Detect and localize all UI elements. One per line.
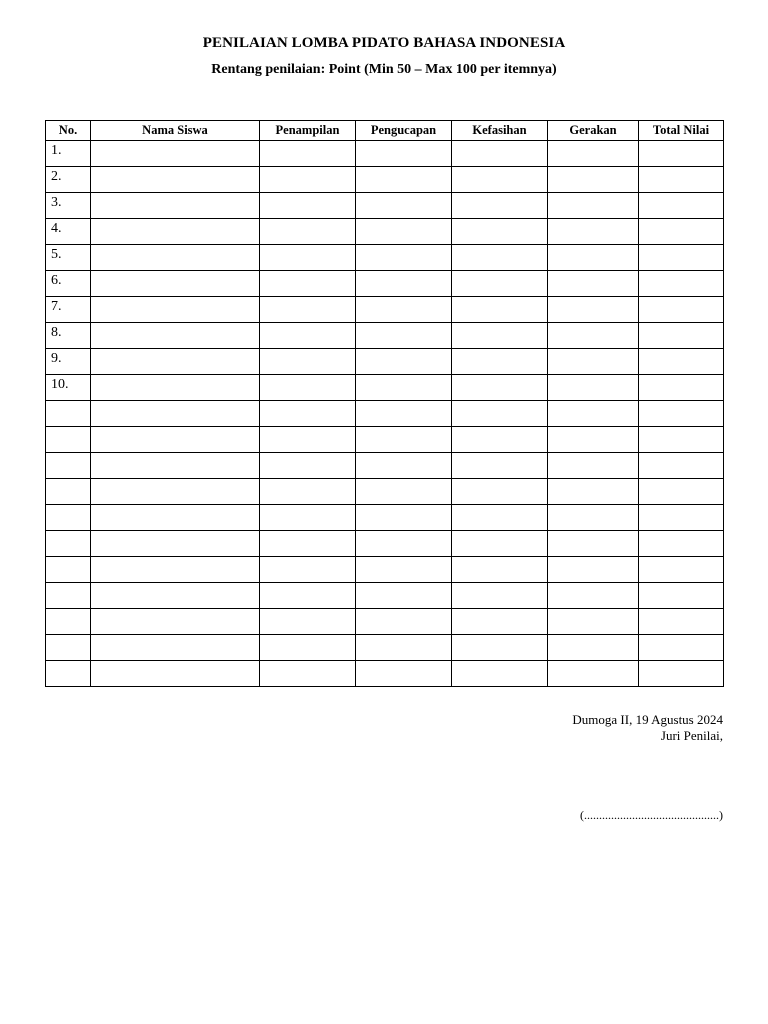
- cell-kefasihan[interactable]: [452, 349, 548, 375]
- cell-no: [46, 609, 91, 635]
- table-row: [46, 141, 724, 167]
- cell-pengucapan[interactable]: [356, 271, 452, 297]
- cell-penampilan[interactable]: [260, 557, 356, 583]
- table-row: [46, 193, 724, 219]
- table-row: [46, 531, 724, 557]
- table-header-row: [46, 121, 724, 141]
- cell-kefasihan[interactable]: [452, 375, 548, 401]
- cell-no: [46, 479, 91, 505]
- table-row: [46, 401, 724, 427]
- cell-total-nilai[interactable]: [639, 427, 724, 453]
- cell-kefasihan[interactable]: [452, 453, 548, 479]
- cell-no: [46, 557, 91, 583]
- cell-nama-siswa[interactable]: [91, 609, 260, 635]
- cell-no: [46, 505, 91, 531]
- table-row: [46, 479, 724, 505]
- cell-penampilan[interactable]: [260, 453, 356, 479]
- cell-total-nilai[interactable]: [639, 635, 724, 661]
- table-row: [46, 505, 724, 531]
- cell-total-nilai[interactable]: [639, 531, 724, 557]
- table-row: [46, 271, 724, 297]
- cell-pengucapan[interactable]: [356, 583, 452, 609]
- cell-no: [46, 401, 91, 427]
- score-table: [45, 120, 724, 687]
- cell-pengucapan[interactable]: [356, 635, 452, 661]
- signature-place-date: Dumoga II, 19 Agustus 2024: [572, 712, 723, 727]
- cell-no: 7.: [46, 297, 91, 323]
- cell-gerakan[interactable]: [548, 375, 639, 401]
- table-row: [46, 349, 724, 375]
- cell-penampilan[interactable]: [260, 245, 356, 271]
- cell-gerakan[interactable]: [548, 323, 639, 349]
- cell-kefasihan[interactable]: [452, 661, 548, 687]
- cell-pengucapan[interactable]: [356, 453, 452, 479]
- score-table-body: [46, 141, 724, 687]
- cell-penampilan[interactable]: [260, 609, 356, 635]
- cell-nama-siswa[interactable]: [91, 271, 260, 297]
- cell-total-nilai[interactable]: [639, 167, 724, 193]
- cell-total-nilai[interactable]: [639, 245, 724, 271]
- cell-no: 1.: [46, 141, 91, 167]
- cell-gerakan[interactable]: [548, 349, 639, 375]
- signature-role: Juri Penilai,: [660, 728, 723, 743]
- cell-kefasihan[interactable]: [452, 219, 548, 245]
- cell-kefasihan[interactable]: [452, 193, 548, 219]
- cell-no: [46, 583, 91, 609]
- cell-pengucapan[interactable]: [356, 557, 452, 583]
- cell-pengucapan[interactable]: [356, 141, 452, 167]
- column-header-kefasihan: Kefasihan: [452, 121, 548, 141]
- cell-gerakan[interactable]: [548, 453, 639, 479]
- cell-total-nilai[interactable]: [639, 375, 724, 401]
- cell-pengucapan[interactable]: [356, 323, 452, 349]
- cell-kefasihan[interactable]: [452, 505, 548, 531]
- cell-kefasihan[interactable]: [452, 583, 548, 609]
- cell-kefasihan[interactable]: [452, 479, 548, 505]
- cell-total-nilai[interactable]: [639, 401, 724, 427]
- cell-pengucapan[interactable]: [356, 297, 452, 323]
- cell-penampilan[interactable]: [260, 479, 356, 505]
- cell-kefasihan[interactable]: [452, 245, 548, 271]
- cell-kefasihan[interactable]: [452, 609, 548, 635]
- cell-gerakan[interactable]: [548, 661, 639, 687]
- table-row: [46, 609, 724, 635]
- cell-pengucapan[interactable]: [356, 401, 452, 427]
- cell-total-nilai[interactable]: [639, 349, 724, 375]
- cell-nama-siswa[interactable]: [91, 375, 260, 401]
- cell-total-nilai[interactable]: [639, 661, 724, 687]
- table-row: [46, 635, 724, 661]
- cell-penampilan[interactable]: [260, 635, 356, 661]
- table-row: [46, 219, 724, 245]
- cell-total-nilai[interactable]: [639, 297, 724, 323]
- cell-kefasihan[interactable]: [452, 557, 548, 583]
- cell-nama-siswa[interactable]: [91, 583, 260, 609]
- cell-nama-siswa[interactable]: [91, 245, 260, 271]
- cell-gerakan[interactable]: [548, 479, 639, 505]
- cell-gerakan[interactable]: [548, 271, 639, 297]
- cell-gerakan[interactable]: [548, 557, 639, 583]
- cell-nama-siswa[interactable]: [91, 323, 260, 349]
- cell-pengucapan[interactable]: [356, 167, 452, 193]
- cell-total-nilai[interactable]: [639, 193, 724, 219]
- column-header-pengucapan: Pengucapan: [356, 121, 452, 141]
- table-row: [46, 245, 724, 271]
- cell-total-nilai[interactable]: [639, 505, 724, 531]
- cell-nama-siswa[interactable]: [91, 661, 260, 687]
- cell-no: 9.: [46, 349, 91, 375]
- cell-penampilan[interactable]: [260, 271, 356, 297]
- cell-nama-siswa[interactable]: [91, 453, 260, 479]
- table-row: [46, 583, 724, 609]
- cell-nama-siswa[interactable]: [91, 531, 260, 557]
- cell-gerakan[interactable]: [548, 505, 639, 531]
- cell-pengucapan[interactable]: [356, 193, 452, 219]
- cell-no: 5.: [46, 245, 91, 271]
- cell-pengucapan[interactable]: [356, 245, 452, 271]
- table-row: [46, 323, 724, 349]
- cell-gerakan[interactable]: [548, 167, 639, 193]
- cell-gerakan[interactable]: [548, 427, 639, 453]
- cell-pengucapan[interactable]: [356, 219, 452, 245]
- table-row: [46, 427, 724, 453]
- cell-kefasihan[interactable]: [452, 167, 548, 193]
- cell-nama-siswa[interactable]: [91, 349, 260, 375]
- cell-penampilan[interactable]: [260, 401, 356, 427]
- cell-penampilan[interactable]: [260, 375, 356, 401]
- cell-total-nilai[interactable]: [639, 219, 724, 245]
- column-header-gerakan: Gerakan: [548, 121, 639, 141]
- cell-pengucapan[interactable]: [356, 427, 452, 453]
- cell-kefasihan[interactable]: [452, 531, 548, 557]
- cell-penampilan[interactable]: [260, 323, 356, 349]
- cell-no: 10.: [46, 375, 91, 401]
- table-row: [46, 661, 724, 687]
- cell-no: [46, 661, 91, 687]
- cell-nama-siswa[interactable]: [91, 193, 260, 219]
- cell-no: 4.: [46, 219, 91, 245]
- cell-kefasihan[interactable]: [452, 635, 548, 661]
- cell-penampilan[interactable]: [260, 583, 356, 609]
- cell-kefasihan[interactable]: [452, 271, 548, 297]
- cell-gerakan[interactable]: [548, 297, 639, 323]
- cell-gerakan[interactable]: [548, 245, 639, 271]
- cell-no: 3.: [46, 193, 91, 219]
- cell-gerakan[interactable]: [548, 141, 639, 167]
- cell-total-nilai[interactable]: [639, 609, 724, 635]
- cell-nama-siswa[interactable]: [91, 297, 260, 323]
- cell-total-nilai[interactable]: [639, 271, 724, 297]
- cell-penampilan[interactable]: [260, 141, 356, 167]
- cell-gerakan[interactable]: [548, 219, 639, 245]
- cell-no: [46, 531, 91, 557]
- cell-total-nilai[interactable]: [639, 453, 724, 479]
- column-header-no: No.: [46, 121, 91, 141]
- cell-penampilan[interactable]: [260, 297, 356, 323]
- cell-kefasihan[interactable]: [452, 427, 548, 453]
- column-header-total-nilai: Total Nilai: [639, 121, 724, 141]
- cell-penampilan[interactable]: [260, 531, 356, 557]
- cell-penampilan[interactable]: [260, 661, 356, 687]
- cell-penampilan[interactable]: [260, 167, 356, 193]
- cell-gerakan[interactable]: [548, 531, 639, 557]
- cell-gerakan[interactable]: [548, 583, 639, 609]
- table-row: [46, 557, 724, 583]
- cell-pengucapan[interactable]: [356, 661, 452, 687]
- cell-penampilan[interactable]: [260, 193, 356, 219]
- cell-nama-siswa[interactable]: [91, 427, 260, 453]
- cell-nama-siswa[interactable]: [91, 635, 260, 661]
- cell-penampilan[interactable]: [260, 427, 356, 453]
- table-row: [46, 297, 724, 323]
- cell-pengucapan[interactable]: [356, 609, 452, 635]
- table-row: [46, 375, 724, 401]
- cell-no: [46, 427, 91, 453]
- cell-pengucapan[interactable]: [356, 349, 452, 375]
- column-header-nama-siswa: Nama Siswa: [91, 121, 260, 141]
- cell-kefasihan[interactable]: [452, 401, 548, 427]
- signature-name-line: (.............................................): [580, 808, 723, 822]
- table-row: [46, 167, 724, 193]
- table-row: [46, 453, 724, 479]
- cell-gerakan[interactable]: [548, 635, 639, 661]
- page-title: PENILAIAN LOMBA PIDATO BAHASA INDONESIA: [202, 35, 566, 51]
- cell-pengucapan[interactable]: [356, 375, 452, 401]
- cell-kefasihan[interactable]: [452, 323, 548, 349]
- cell-nama-siswa[interactable]: [91, 557, 260, 583]
- cell-total-nilai[interactable]: [639, 479, 724, 505]
- cell-nama-siswa[interactable]: [91, 401, 260, 427]
- cell-no: 8.: [46, 323, 91, 349]
- cell-pengucapan[interactable]: [356, 479, 452, 505]
- cell-kefasihan[interactable]: [452, 141, 548, 167]
- cell-total-nilai[interactable]: [639, 323, 724, 349]
- cell-kefasihan[interactable]: [452, 297, 548, 323]
- cell-penampilan[interactable]: [260, 219, 356, 245]
- cell-nama-siswa[interactable]: [91, 167, 260, 193]
- cell-total-nilai[interactable]: [639, 583, 724, 609]
- cell-nama-siswa[interactable]: [91, 219, 260, 245]
- page-subtitle: Rentang penilaian: Point (Min 50 – Max 100 per itemnya): [211, 62, 557, 77]
- cell-pengucapan[interactable]: [356, 505, 452, 531]
- cell-nama-siswa[interactable]: [91, 505, 260, 531]
- cell-nama-siswa[interactable]: [91, 479, 260, 505]
- cell-total-nilai[interactable]: [639, 557, 724, 583]
- cell-penampilan[interactable]: [260, 349, 356, 375]
- column-header-penampilan: Penampilan: [260, 121, 356, 141]
- cell-pengucapan[interactable]: [356, 531, 452, 557]
- cell-no: [46, 635, 91, 661]
- cell-penampilan[interactable]: [260, 505, 356, 531]
- cell-no: 6.: [46, 271, 91, 297]
- cell-nama-siswa[interactable]: [91, 141, 260, 167]
- cell-gerakan[interactable]: [548, 401, 639, 427]
- cell-no: 2.: [46, 167, 91, 193]
- cell-no: [46, 453, 91, 479]
- cell-gerakan[interactable]: [548, 609, 639, 635]
- cell-gerakan[interactable]: [548, 193, 639, 219]
- cell-total-nilai[interactable]: [639, 141, 724, 167]
